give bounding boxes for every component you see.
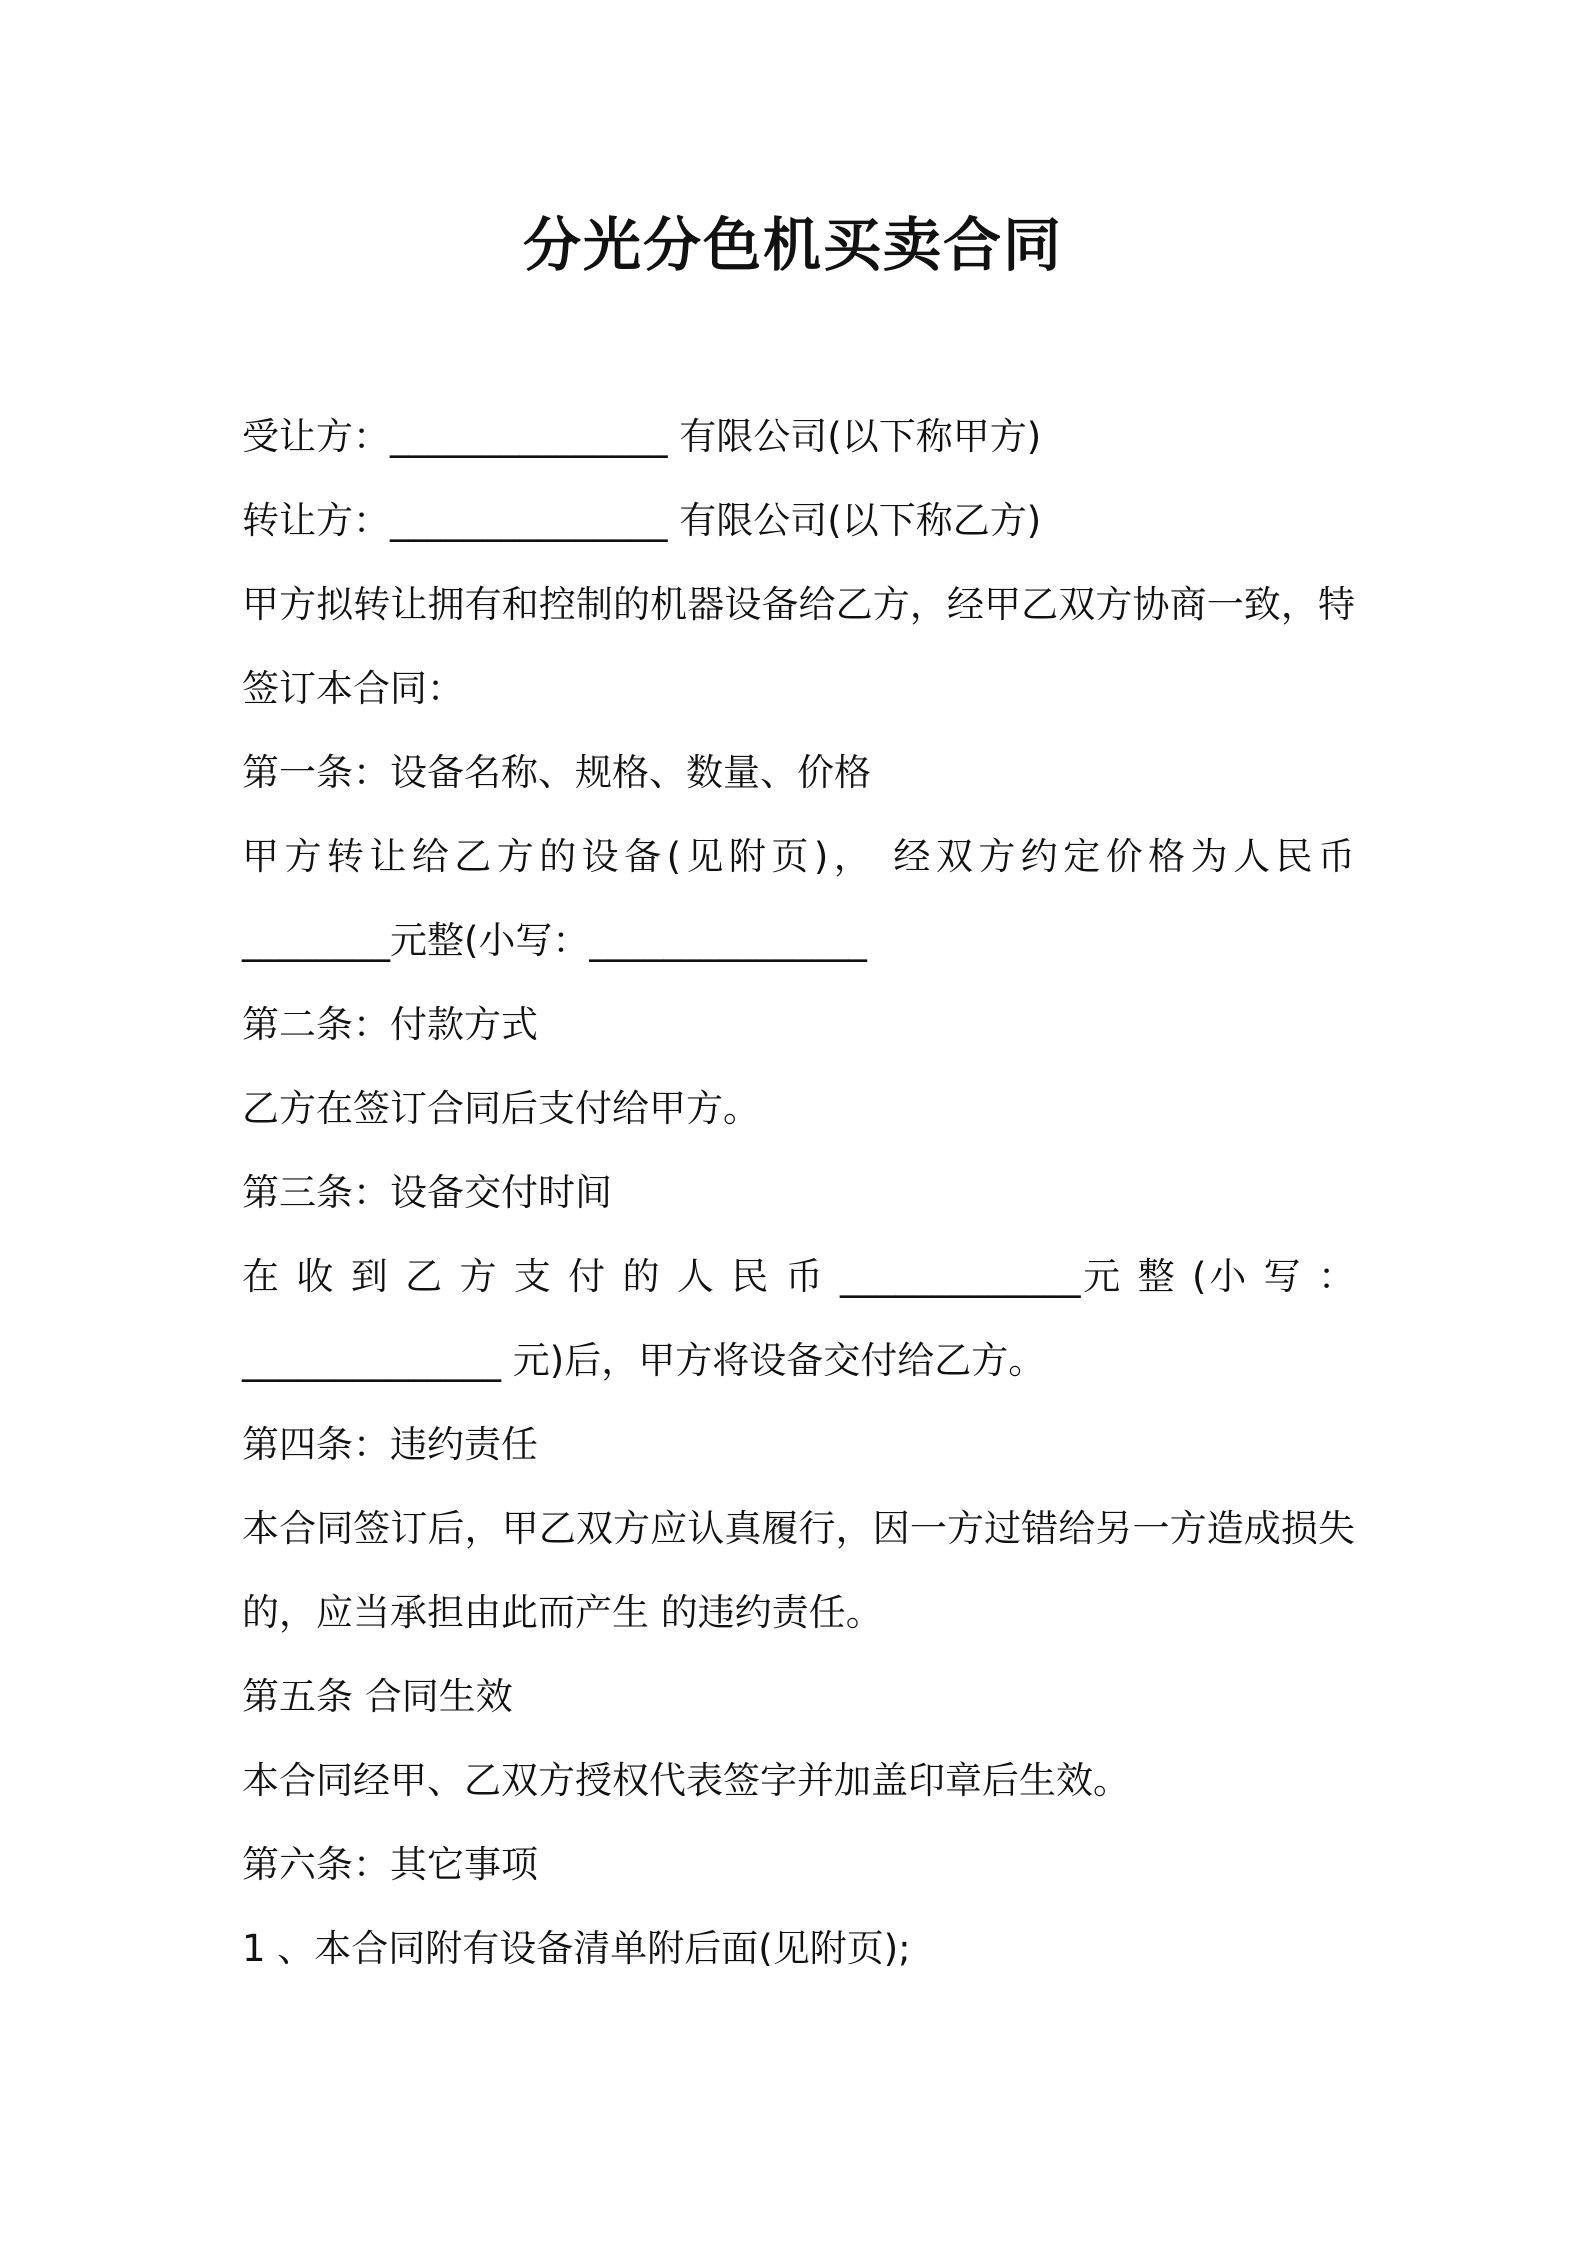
preamble-line-1: 甲方拟转让拥有和控制的机器设备给乙方，经甲乙双方协商一致，特 (242, 583, 1355, 626)
article-1-text-1: 甲方转让给乙方的设备(见附页)， 经双方约定价格为人民币 (242, 835, 1355, 878)
article-5-text: 本合同经甲、乙双方授权代表签字并加盖印章后生效。 (242, 1759, 1130, 1802)
article-2-heading: 第二条：付款方式 (242, 1003, 538, 1046)
article-3-heading: 第三条：设备交付时间 (242, 1171, 612, 1214)
article-3-text-2: ______________ 元)后，甲方将设备交付给乙方。 (242, 1339, 1046, 1382)
article-4-text-2: 的，应当承担由此而产生 的违约责任。 (242, 1591, 883, 1634)
article-1-heading: 第一条：设备名称、规格、数量、价格 (242, 751, 871, 794)
article-2-text: 乙方在签订合同后支付给甲方。 (242, 1087, 760, 1130)
transferor-line: 转让方：_______________ 有限公司(以下称乙方) (242, 499, 1042, 542)
article-6-heading: 第六条：其它事项 (242, 1843, 538, 1886)
document-title: 分光分色机买卖合同 (522, 211, 1063, 279)
article-4-heading: 第四条：违约责任 (242, 1423, 538, 1466)
transferee-line: 受让方：_______________ 有限公司(以下称甲方) (242, 415, 1042, 458)
article-4-text-1: 本合同签订后，甲乙双方应认真履行，因一方过错给另一方造成损失 (242, 1507, 1355, 1550)
preamble-line-2: 签订本合同： (242, 667, 464, 710)
article-3-text-1: 在 收 到 乙 方 支 付 的 人 民 币 _____________元 整 (小 写 ： (242, 1255, 1355, 1298)
article-6-item-1: 1 、本合同附有设备清单附后面(见附页); (242, 1927, 911, 1970)
article-1-text-2: ________元整(小写：_______________ (242, 919, 867, 962)
article-5-heading: 第五条 合同生效 (242, 1675, 513, 1718)
